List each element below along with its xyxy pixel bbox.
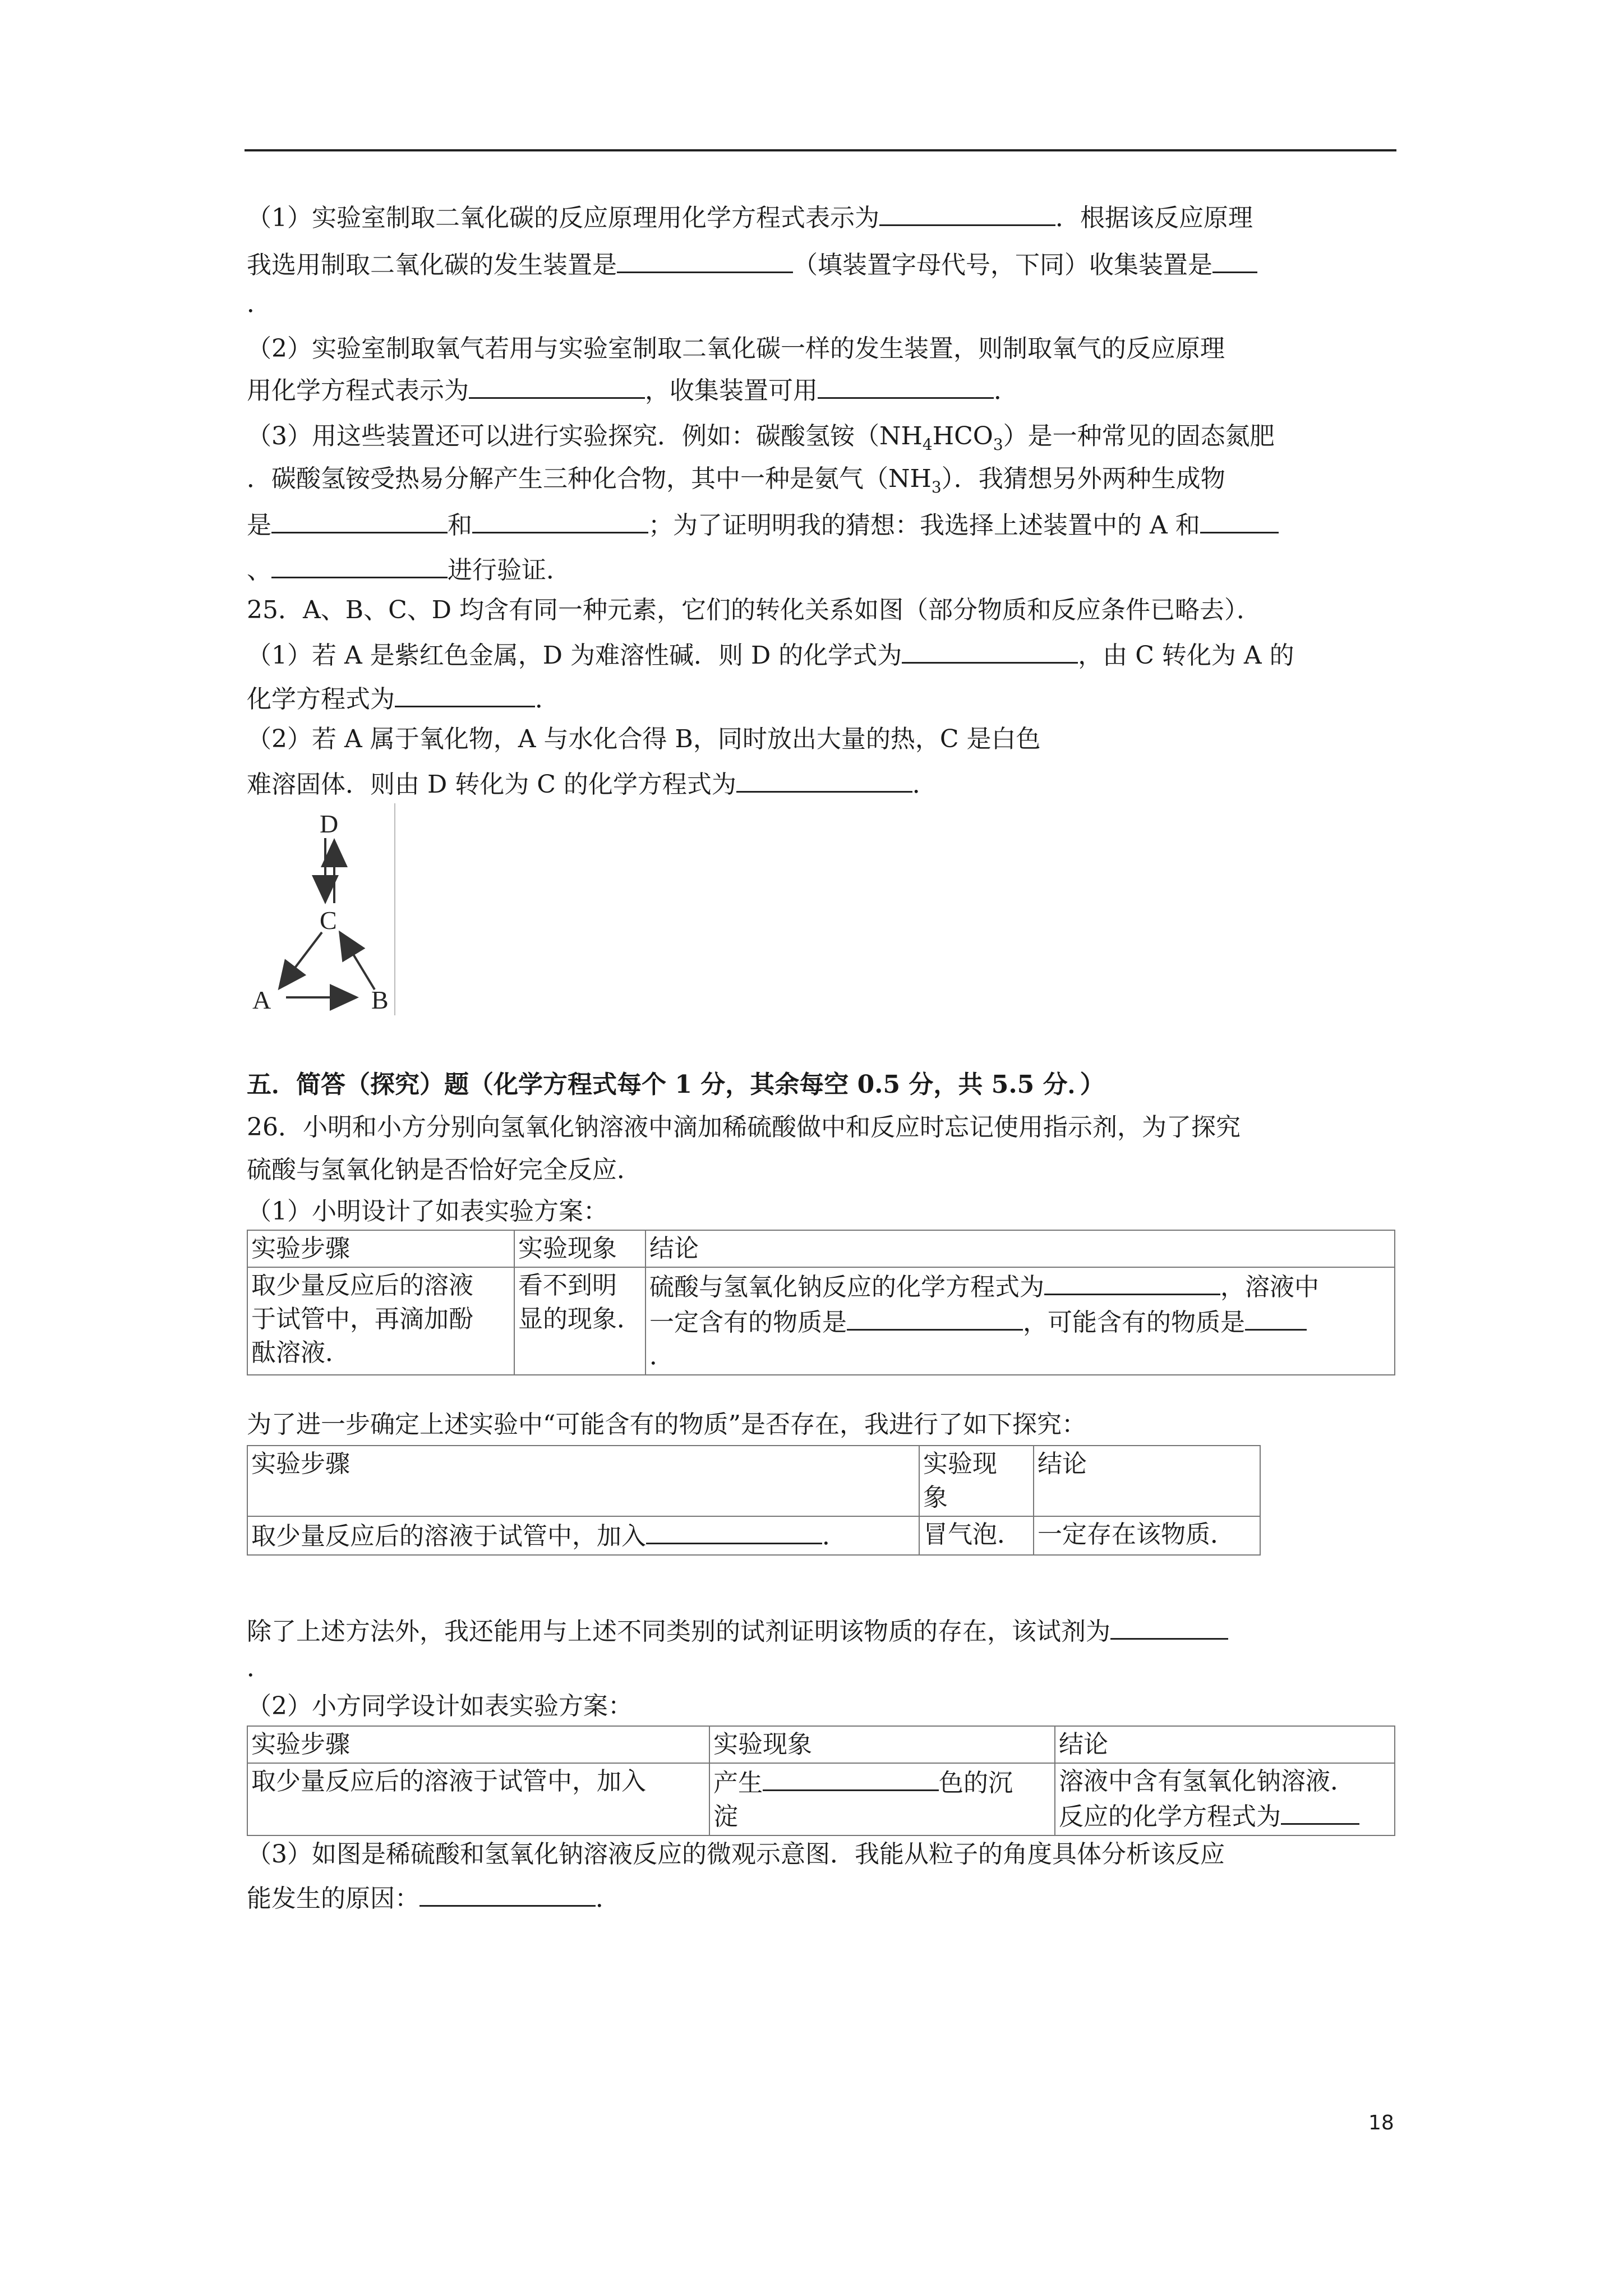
q26-1-followup: 为了进一步确定上述实验中“可能含有的物质”是否存在，我进行了如下探究： (247, 1410, 1086, 1439)
answer-blank[interactable] (763, 1765, 939, 1791)
table1-conclusion-cell: 硫酸与氢氧化钠反应的化学方程式为 ，溶液中 一定含有的物质是 ，可能含有的物质是 ． (645, 1267, 1395, 1375)
table3-header-step: 实验步骤 (247, 1726, 709, 1763)
q26-stem-line1: 26．小明和小方分别向氢氧化钠溶液中滴加稀硫酸做中和反应时忘记使用指示剂，为了探究 (247, 1113, 1241, 1142)
q26-stem-line2: 硫酸与氢氧化钠是否恰好完全反应． (247, 1156, 642, 1184)
q24-3-line4: 、 进行验证． (247, 552, 571, 587)
answer-blank[interactable] (1044, 1269, 1220, 1295)
q25-stem: 25．A、B、C、D 均含有同一种元素，它们的转化关系如图（部分物质和反应条件已略去）． (247, 596, 1262, 624)
node-a: A (252, 986, 271, 1014)
answer-blank[interactable] (1281, 1798, 1359, 1825)
q24-1-line1: （1）实验室制取二氧化碳的反应原理用化学方程式表示为 ．根据该反应原理 (247, 200, 1253, 235)
table2-header-conclusion: 结论 (1034, 1446, 1260, 1516)
header-rule (245, 149, 1396, 151)
answer-blank[interactable] (271, 552, 448, 578)
answer-blank[interactable] (902, 637, 1078, 664)
answer-blank[interactable] (818, 372, 994, 399)
answer-blank[interactable] (1110, 1613, 1228, 1640)
q24-1-line3: ． (247, 289, 271, 318)
q24-2-line1: （2）实验室制取氧气若用与实验室制取二氧化碳一样的发生装置，则制取氧气的反应原理 (247, 334, 1225, 363)
section-five-heading: 五．简答（探究）题（化学方程式每个 1 分，其余每空 0.5 分，共 5.5 分．） (247, 1070, 1105, 1099)
q26-2-intro: （2）小方同学设计如表实验方案： (247, 1692, 633, 1720)
table2-header-phenomenon: 实验现 象 (919, 1446, 1034, 1516)
q25-1-line1: （1）若 A 是紫红色金属，D 为难溶性碱．则 D 的化学式为 ，由 C 转化为 A 的 (247, 637, 1294, 673)
q26-1-alt-end: ． (247, 1654, 271, 1682)
answer-blank[interactable] (395, 681, 535, 707)
q24-3-line1: （3）用这些装置还可以进行实验探究．例如：碳酸氢铵$(NH_4HCO_3)$是一种常见的固态氮肥 (247, 422, 1275, 454)
answer-blank[interactable] (1245, 1304, 1307, 1331)
node-c: C (320, 906, 337, 935)
answer-blank[interactable] (736, 766, 912, 793)
conversion-diagram-svg (247, 803, 398, 1015)
table2-header-step: 实验步骤 (247, 1446, 919, 1516)
answer-blank[interactable] (469, 372, 645, 399)
q25-2-line1: （2）若 A 属于氧化物，A 与水化合得 B，同时放出大量的热，C 是白色 (247, 725, 1041, 753)
q25-2-line2: 难溶固体．则由 D 转化为 C 的化学方程式为 ． (247, 766, 937, 802)
table2-phenomenon-cell: 冒气泡． (919, 1516, 1034, 1555)
answer-blank[interactable] (847, 1304, 1023, 1331)
table1-header-phenomenon: 实验现象 (514, 1230, 645, 1267)
q26-3-line2: 能发生的原因： ． (247, 1880, 620, 1916)
answer-blank[interactable] (419, 1880, 596, 1907)
table2-step-cell: 取少量反应后的溶液于试管中，加入 ． (247, 1516, 919, 1555)
q26-1-alt-reagent: 除了上述方法外，我还能用与上述不同类别的试剂证明该物质的存在，该试剂为 (247, 1613, 1228, 1649)
q24-2-line2: 用化学方程式表示为 ，收集装置可用 ． (247, 372, 1018, 408)
answer-blank[interactable] (879, 200, 1055, 226)
q24-1-line2: 我选用制取二氧化碳的发生装置是 （填装置字母代号，下同）收集装置是 (247, 247, 1257, 282)
node-b: B (371, 986, 389, 1014)
q24-3-line2: ．碳酸氢铵受热易分解产生三种化合物，其中一种是氨气$(NH_3)$．我猜想另外两种生成物 (247, 464, 1225, 496)
node-d: D (320, 809, 339, 838)
q26-3-line1: （3）如图是稀硫酸和氢氧化钠溶液反应的微观示意图．我能从粒子的角度具体分析该反应 (247, 1840, 1225, 1869)
answer-blank[interactable] (1212, 247, 1257, 273)
q26-1-intro: （1）小明设计了如表实验方案： (247, 1197, 608, 1226)
page-number: 18 (1368, 2111, 1394, 2134)
answer-blank[interactable] (1200, 507, 1279, 533)
arrow-c-to-a (279, 932, 322, 988)
arrow-b-to-c (340, 932, 375, 990)
answer-blank[interactable] (271, 507, 448, 533)
conversion-diagram (247, 803, 398, 1015)
answer-blank[interactable] (646, 1518, 822, 1544)
answer-blank[interactable] (472, 507, 648, 533)
answer-blank[interactable] (617, 247, 793, 273)
table1-header-step: 实验步骤 (247, 1230, 514, 1267)
table3-phenomenon-cell: 产生 色的沉 淀 (709, 1763, 1055, 1835)
experiment-table-2 (247, 1445, 1261, 1556)
table1-step-cell: 取少量反应后的溶液 于试管中，再滴加酚 酞溶液． (247, 1267, 514, 1375)
table1-header-conclusion: 结论 (645, 1230, 1395, 1267)
table3-conclusion-cell: 溶液中含有氢氧化钠溶液． 反应的化学方程式为 (1055, 1763, 1395, 1835)
table3-step-cell: 取少量反应后的溶液于试管中，加入 (247, 1763, 709, 1835)
table3-header-phenomenon: 实验现象 (709, 1726, 1055, 1763)
table3-header-conclusion: 结论 (1055, 1726, 1395, 1763)
experiment-table-3 (247, 1726, 1395, 1836)
experiment-table-1 (247, 1230, 1395, 1375)
q25-1-line2: 化学方程式为 ． (247, 681, 560, 716)
table2-conclusion-cell: 一定存在该物质． (1034, 1516, 1260, 1555)
q24-3-line3: 是 和 ；为了证明明我的猜想：我选择上述装置中的 A 和 (247, 507, 1279, 542)
table1-phenomenon-cell: 看不到明 显的现象． (514, 1267, 645, 1375)
